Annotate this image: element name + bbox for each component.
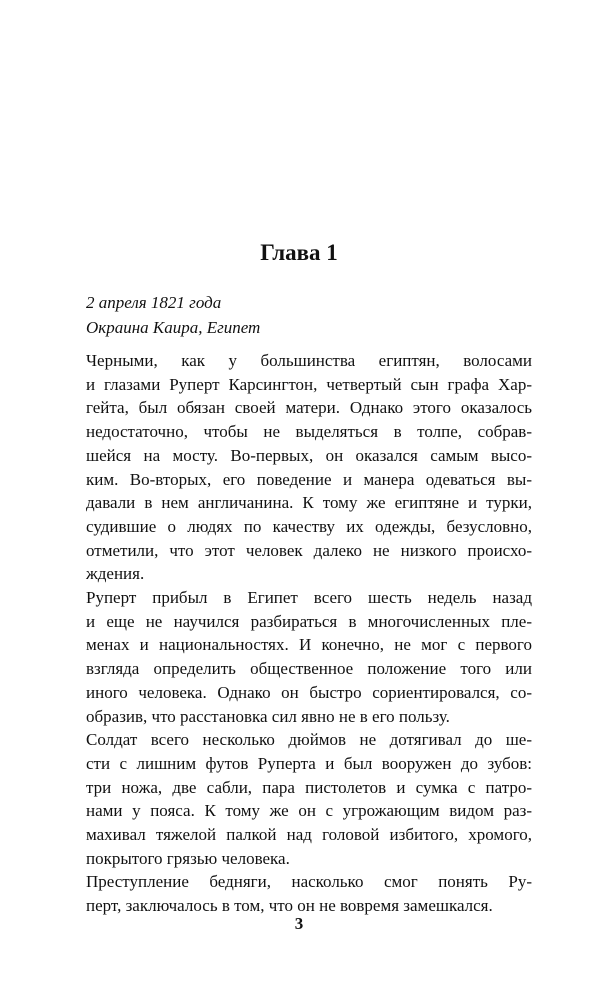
text-line: отметили, что этот человек далеко не низкого происхо- [86, 540, 532, 560]
text-line: и глазами Руперт Карсингтон, четвертый сын графа Хар- [86, 374, 532, 394]
paragraph [86, 586, 532, 728]
text-line: и еще не научился разбираться в многочисленных пле- [86, 611, 532, 631]
paragraph [86, 349, 532, 586]
text-line: судившие о людях по качеству их одежды, безусловно, [86, 516, 532, 536]
text-line: нами у пояса. К тому же он с угрожающим видом раз- [86, 801, 532, 821]
text-line: покрытого грязью человека. [86, 848, 290, 868]
text-line: образив, что расстановка сил явно не в его пользу. [86, 706, 450, 726]
body-text [86, 349, 532, 918]
text-line: ким. Во-вторых, его поведение и манера одеваться вы- [86, 469, 532, 489]
text-line: сти с лишним футов Руперта и был вооружен до зубов: [86, 753, 532, 773]
text-line: три ножа, две сабли, пара пистолетов и сумка с патро- [86, 777, 532, 797]
text-line: иного человека. Однако он быстро сориентировался, со- [86, 682, 532, 702]
page-number: 3 [294, 914, 304, 933]
text-line: Черными, как у большинства египтян, волосами [86, 351, 532, 370]
text-line: ждения. [86, 564, 145, 584]
text-line: перт, заключалось в том, что он не вовремя замешкался. [86, 896, 493, 916]
text-line: недостаточно, чтобы не выделяться в толпе, собрав- [86, 422, 532, 442]
text-line: гейта, был обязан своей матери. Однако этого оказалось [86, 398, 532, 418]
chapter-title: Глава 1 [260, 240, 338, 265]
text-line: Преступление бедняги, насколько смог понять Ру- [86, 872, 532, 892]
text-line: менах и национальностях. И конечно, не мог с первого [86, 635, 532, 655]
epigraph [86, 290, 260, 340]
text-line: Солдат всего несколько дюймов не дотягивал до ше- [86, 730, 532, 750]
text-line: шейся на мосту. Во-первых, он оказался самым высо- [86, 445, 532, 465]
text-line: давали в нем англичанина. К тому же египтяне и турки, [86, 493, 532, 513]
paragraph [86, 870, 532, 917]
text-line: Руперт прибыл в Египет всего шесть недель назад [86, 588, 532, 608]
epigraph-place: Окраина Каира, Египет [86, 318, 261, 337]
text-line: взгляда определить общественное положение того или [86, 659, 532, 679]
epigraph-date: 2 апреля 1821 года [86, 293, 222, 312]
text-line: махивал тяжелой палкой над головой избитого, хромого, [86, 825, 532, 845]
paragraph [86, 728, 532, 870]
